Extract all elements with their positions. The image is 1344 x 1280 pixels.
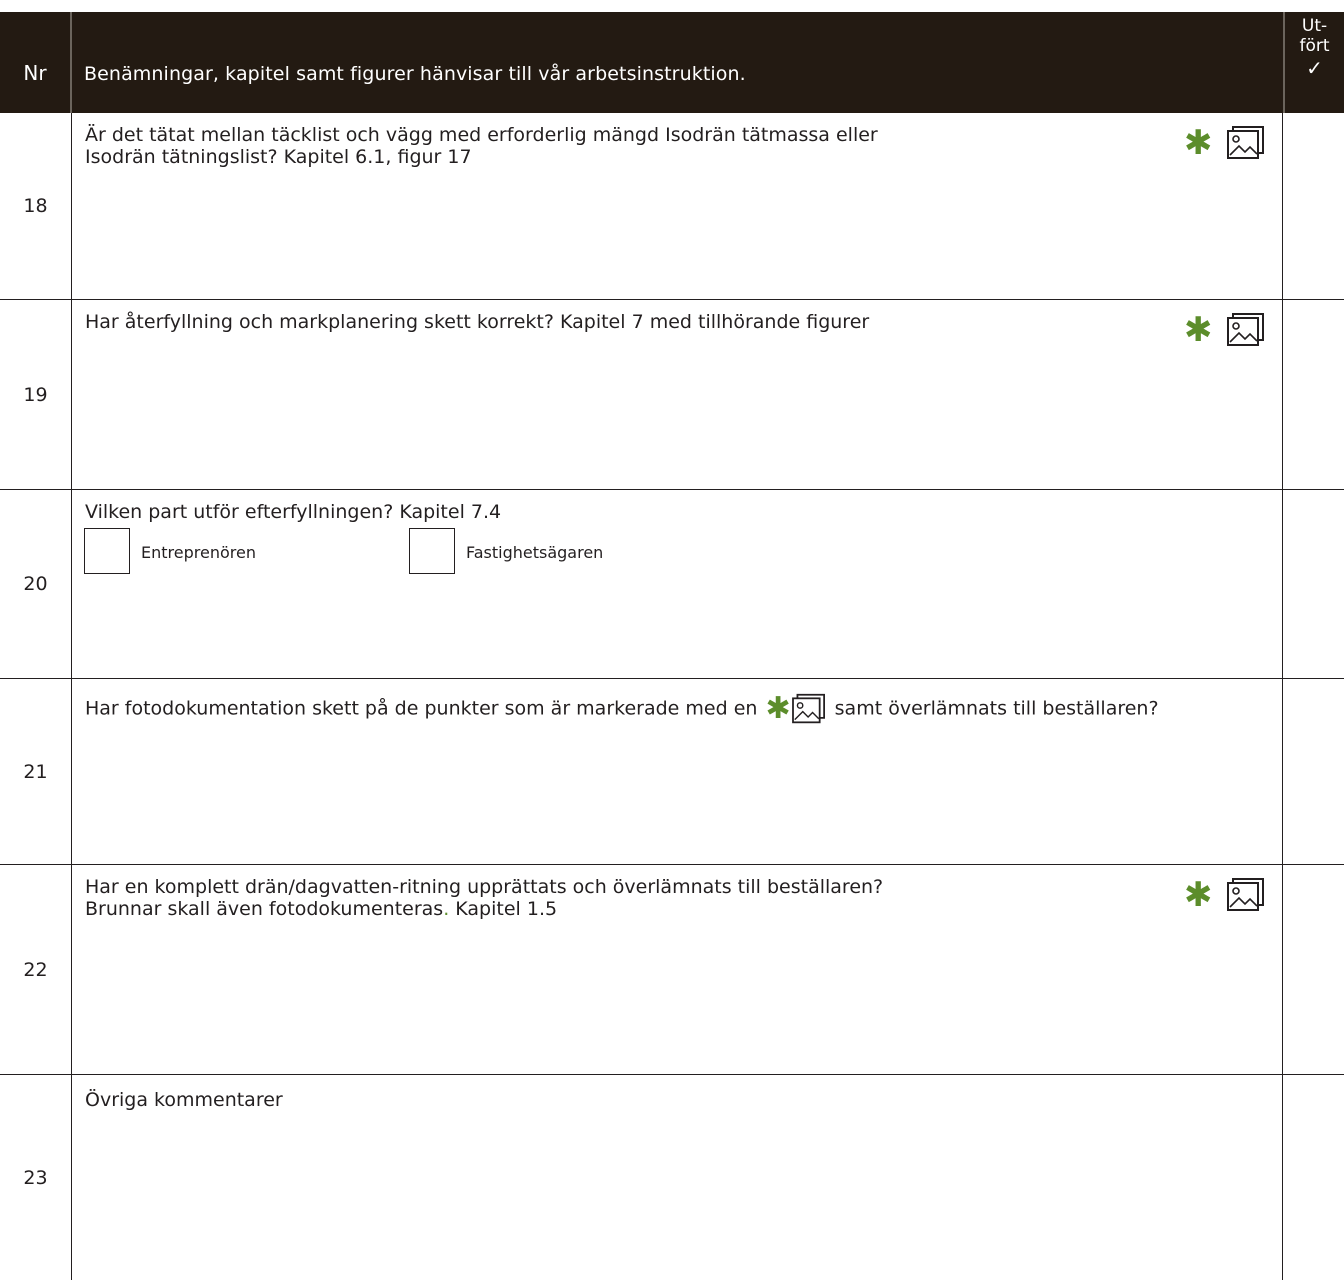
row-text-line: [85, 693, 1280, 725]
row-text-line: Övriga kommentarer: [85, 1089, 283, 1111]
row-text: [85, 1089, 1165, 1111]
done-checkbox-cell[interactable]: [1282, 113, 1344, 299]
table-row: [0, 865, 1344, 1075]
row-text-line: Har återfyllning och markplanering skett korrekt? Kapitel 7 med tillhörande figurer: [85, 311, 870, 333]
checkbox-entreprenoren[interactable]: [84, 528, 130, 574]
done-checkbox-cell[interactable]: [1282, 300, 1344, 489]
done-checkbox-cell[interactable]: [1282, 679, 1344, 864]
green-asterisk-icon: ✱: [1184, 875, 1213, 915]
option-label: Entreprenören: [141, 543, 256, 562]
row-text-part: .: [443, 898, 450, 920]
table-header: [0, 12, 1344, 113]
checkbox-fastighetsagaren[interactable]: [409, 528, 455, 574]
table-row: [0, 113, 1344, 300]
row-number: 21: [0, 679, 72, 864]
photo-required-marker: [1184, 125, 1274, 161]
row-text: [85, 311, 1165, 333]
row-number: 22: [0, 865, 72, 1074]
green-asterisk-icon: ✱: [1184, 310, 1213, 350]
photo-icon: [1226, 312, 1266, 348]
table-row: [0, 679, 1344, 865]
row-text-line: [85, 898, 1165, 920]
photo-icon: [1226, 877, 1266, 913]
row-text: [85, 876, 1165, 920]
done-checkbox-cell[interactable]: [1282, 865, 1344, 1074]
photo-required-marker: [1184, 312, 1274, 348]
option-label: Fastighetsägaren: [466, 543, 604, 562]
checklist-table: [0, 12, 1344, 1280]
row-text-part: Kapitel 1.5: [449, 898, 558, 920]
header-done-line2: fört: [1299, 36, 1330, 56]
row-text-part: samt överlämnats till beställaren?: [834, 697, 1159, 720]
row-text-line: Är det tätat mellan täcklist och vägg med erforderlig mängd Isodrän tätmassa eller: [85, 124, 878, 146]
row-text-part: Har fotodokumentation skett på de punkter som är markerade med en: [85, 697, 758, 720]
green-asterisk-icon: ✱: [1184, 123, 1213, 163]
row-text-line: Har en komplett drän/dagvatten-ritning upprättats och överlämnats till beställaren?: [85, 876, 884, 898]
row-text: [85, 501, 1165, 523]
table-row: [0, 1075, 1344, 1280]
row-number: 23: [0, 1075, 72, 1280]
green-asterisk-icon: ✱: [765, 691, 791, 726]
table-row: [0, 300, 1344, 490]
photo-icon: [791, 693, 827, 725]
row-number: 19: [0, 300, 72, 489]
photo-required-marker: [1184, 877, 1274, 913]
photo-icon: [1226, 125, 1266, 161]
checkmark-icon: ✓: [1306, 56, 1323, 80]
header-nr: Nr: [0, 12, 72, 113]
done-checkbox-cell[interactable]: [1282, 490, 1344, 678]
option-group: [84, 528, 984, 574]
row-text: [85, 693, 1280, 725]
header-description: Benämningar, kapitel samt figurer hänvisar till vår arbetsinstruktion.: [84, 63, 746, 85]
row-text-part: Brunnar skall även fotodokumenteras: [85, 898, 444, 920]
row-number: 20: [0, 490, 72, 678]
row-number: 18: [0, 113, 72, 299]
done-checkbox-cell[interactable]: [1282, 1075, 1344, 1280]
header-done: [1283, 12, 1344, 113]
table-row: [0, 490, 1344, 679]
header-done-line1: Ut-: [1301, 16, 1328, 36]
row-text-line: Vilken part utför efterfyllningen? Kapitel 7.4: [85, 501, 502, 523]
row-text-line: Isodrän tätningslist? Kapitel 6.1, figur 17: [85, 146, 472, 168]
row-text: [85, 124, 1165, 168]
photo-required-marker: [765, 693, 826, 725]
